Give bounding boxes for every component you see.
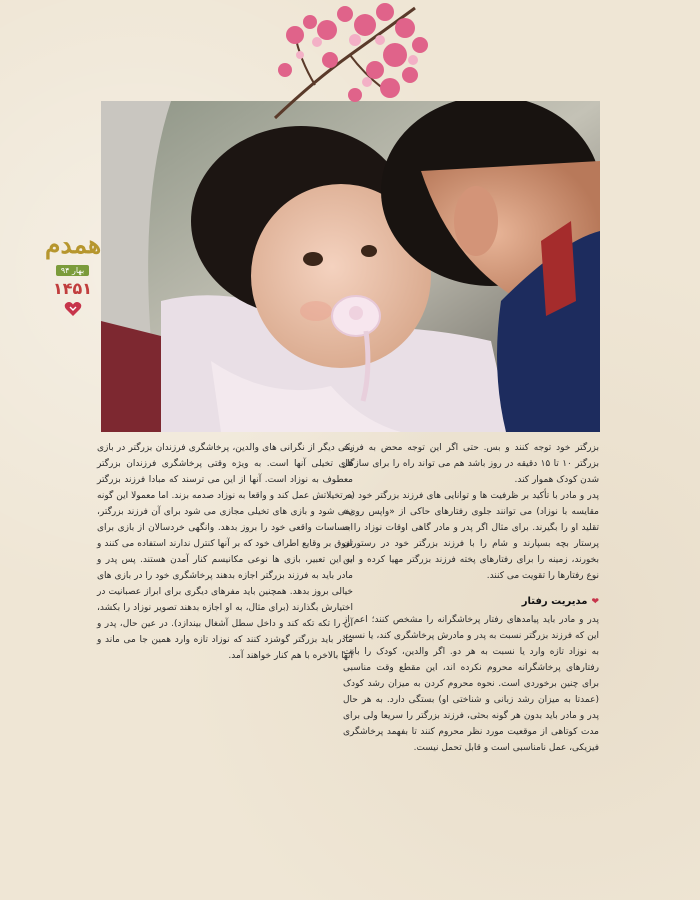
paragraph: پدر و مادر با تأکید بر ظرفیت ها و توانایی های فرزند بزرگتر خود (در مقایسه با نوزاد) می توانند جلوی رفتارهای حاکی از «واپس روی» تقلید او را بگیرند. برای مثال اگر پدر و مادر گاهی اوقات نوزاد را به پرستار بچه بسپارند و شام را با فرزند بزرگتر خود در رستوران بخورند، زمینه را برای رفتارهای پخته فرزند بزرگتر مهیا کرده و این نوع رفتارها را تقویت می کنند.	[343, 491, 599, 581]
issue-number: ۱۴۵۱	[52, 279, 93, 298]
magazine-logo	[45, 232, 100, 317]
article-column-right	[343, 440, 599, 756]
season-badge: بهار ۹۴	[56, 265, 89, 276]
magazine-name: همدم	[45, 230, 102, 259]
paragraph: پدر و مادر باید پیامدهای رفتار پرخاشگرانه را مشخص کنند؛ اعم از این که فرزند بزرگتر نسبت به پدر و مادرش پرخاشگری کند، یا نسبت به نوزاد تازه وارد یا نسبت به هر دو. اگر والدین، کودک را بابت رفتارهای پرخاشگرانه محروم نکرده اند، این مقطع وقت مناسبی برای چنین برخوردی است. نحوه محروم کردن به میزان رشد کودک (عمدتا به میزان رشد زبانی و شناختی او) بستگی دارد. به هر حال پدر و مادر باید بدون هر گونه بحثی، فرزند بزرگتر را سریعا ولی برای مدت کوتاهی از موقعیت مورد نظر محروم کنند تا بفهمد پرخاشگری فیزیکی، عمل نامناسبی است و قابل تحمل نیست.	[343, 615, 599, 753]
article-photo	[101, 101, 600, 432]
paragraph: بزرگتر خود توجه کنند و بس. حتی اگر این توجه محض به فرزند بزرگتر ۱۰ تا ۱۵ دقیقه در روز باشد هم می تواند راه را برای سازگار شدن کودک هموار کند.	[343, 443, 599, 485]
section-heading	[343, 594, 599, 610]
heart-icon: ❤	[591, 597, 599, 607]
blossom-decoration	[255, 0, 440, 120]
article-column-left	[97, 440, 353, 664]
paragraph: یکی دیگر از نگرانی های والدین، پرخاشگری فرزندان بزرگتر در بازی های تخیلی آنها است. به ویژه وقتی پرخاشگری فرزندان بزرگتر معطوف به نوزاد است. آنها از این می ترسند که مبادا فرزند بزرگتر به تخیلاتش عمل کند و واقعا به نوزاد صدمه بزند. اما معمولا این گونه نمی شود و بازی های تخیلی مجازی می شود برای آن فرزند بزرگتر، احساسات واقعی خود را بروز بدهد. وانگهی خردسالان از بازی برای تفوق بر وقایع اطراف خود که بر آنها کنترل ندارند استفاده می کنند و به این تعبیر، بازی ها نوعی مکانیسم کنار آمدن هستند. پس پدر و مادر باید به فرزند بزرگتر اجازه بدهند پرخاشگری خود را در بازی های خیالی بروز بدهد. همچنین باید مفرهای دیگری برای ابراز عصبانیت در اختیارش بگذارند (برای مثال، به او اجازه بدهند تصویر نوزاد را بکشد، آن را تکه تکه کند و داخل سطل آشغال بیندازد). در عین حال، پدر و مادر باید بزرگتر گوشزد کنند که نوزاد تازه وارد همین جا می ماند و آنها بالاخره با هم کنار خواهند آمد.	[97, 443, 353, 661]
heart-logo-icon	[64, 301, 82, 317]
section-heading-text: مدیریت رفتار	[521, 596, 588, 607]
